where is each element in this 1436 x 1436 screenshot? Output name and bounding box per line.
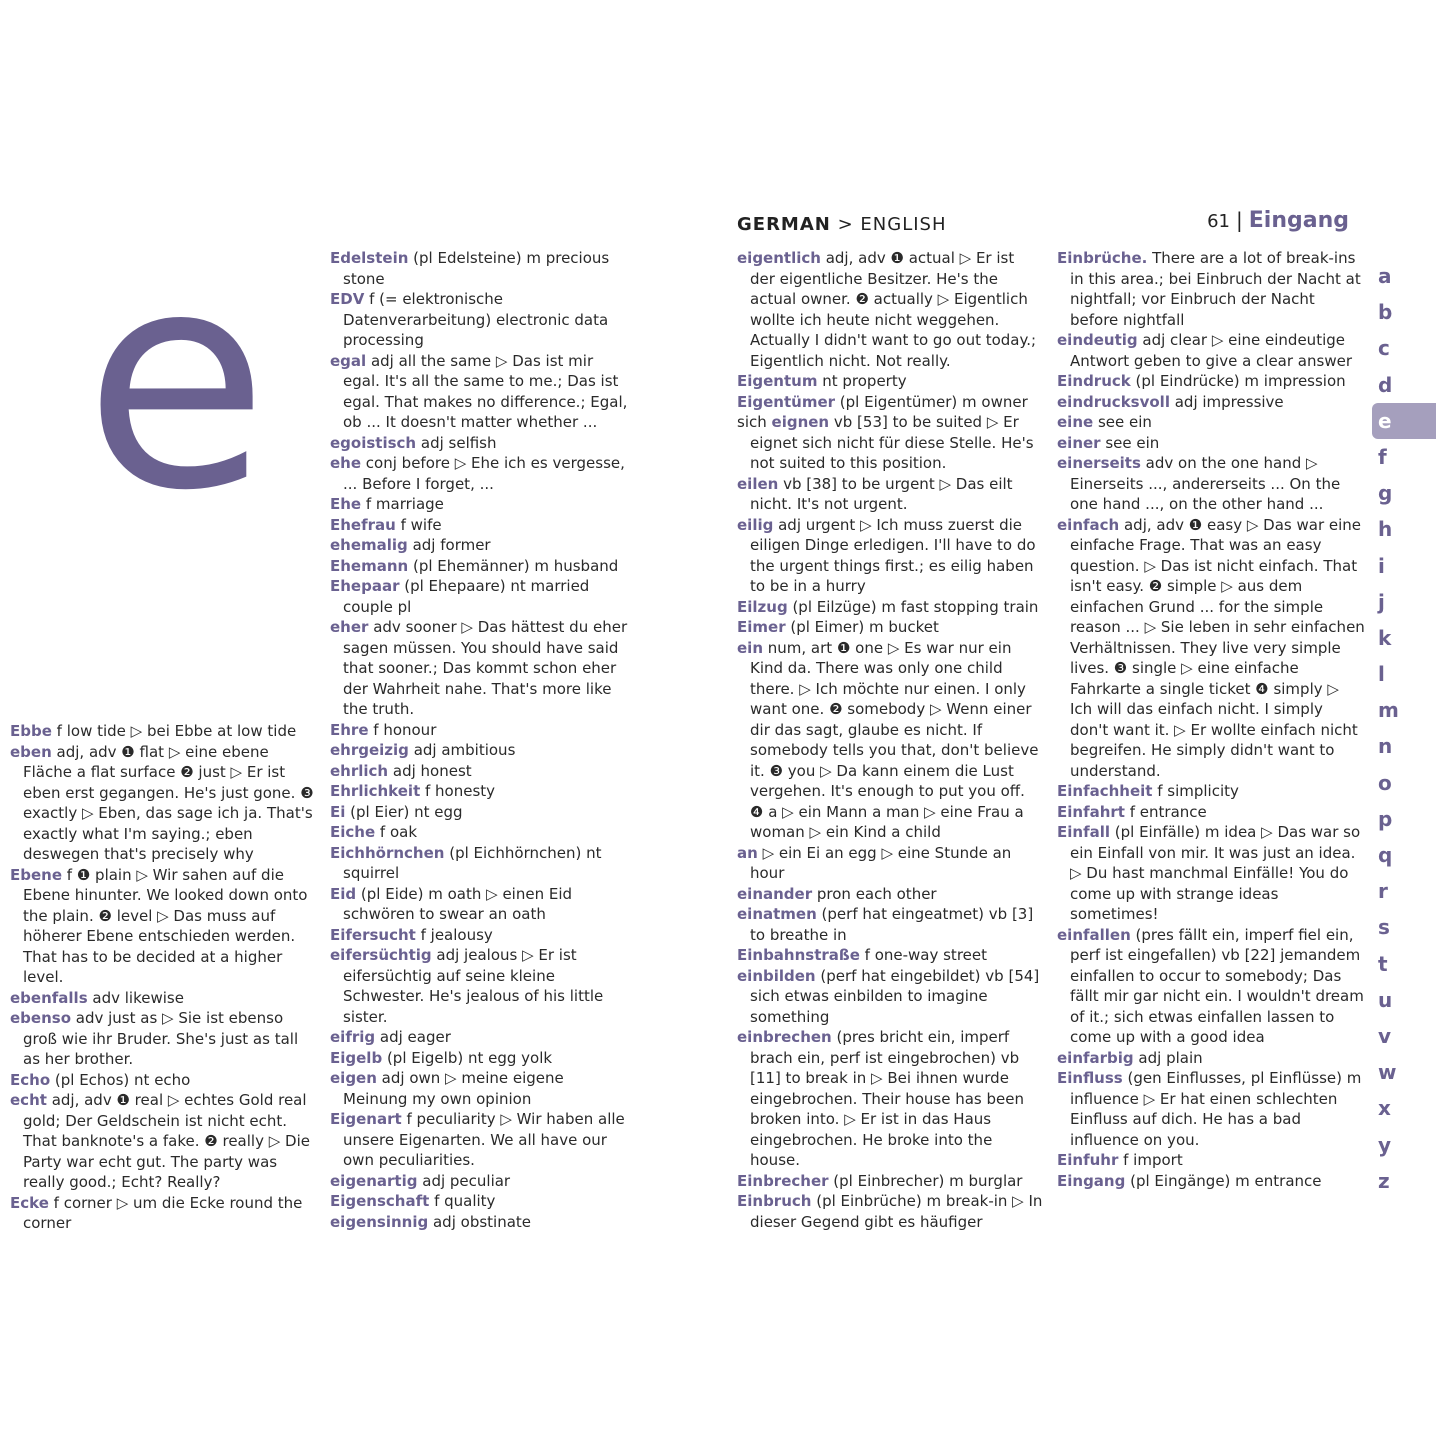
thumb-letter-k[interactable]: k: [1378, 625, 1392, 650]
thumb-letter-l[interactable]: l: [1378, 662, 1385, 687]
dictionary-entry: Eigentümer (pl Eigentümer) m owner: [737, 392, 1028, 411]
thumb-letter-c[interactable]: c: [1378, 336, 1390, 361]
header-arrow: >: [837, 214, 854, 235]
dictionary-entry: Einbahnstraße f one-way street: [737, 946, 987, 964]
guide-word: Eingang: [1248, 208, 1349, 233]
dictionary-entry: Eigelb (pl Eigelb) nt egg yolk: [330, 1048, 553, 1067]
dictionary-entry: Eid (pl Eide) m oath ▷ einen Eid schwören to swear an oath: [330, 884, 573, 923]
dictionary-entry: Einfall (pl Einfälle) m idea ▷ Das war so ein Einfall von mir. It was just an idea. ▷ Du hast manchmal Einfälle! You do come up with strange ideas sometimes!: [1057, 823, 1361, 923]
dictionary-entry: egal adj all the same ▷ Das ist mir egal. It's all the same to me.; Das ist egal. That makes no difference.; Egal, ob ... It doesn't matter whether ...: [330, 351, 628, 431]
dictionary-entry: einfarbig adj plain: [1057, 1048, 1203, 1067]
dictionary-entry: Ecke f corner ▷ um die Ecke round the corner: [10, 1193, 303, 1232]
dictionary-entry: eigentlich adj, adv ❶ actual ▷ Er ist der eigentliche Besitzer. He's the actual owner. ❷ actually ▷ Eigentlich wollte ich heute nicht weggehen. Actually I didn't want to go out today.; Eigentlich nicht. Not really.: [737, 249, 1037, 370]
dictionary-entry: eben adj, adv ❶ flat ▷ eine ebene Fläche a flat surface ❷ just ▷ Er ist eben erst gegangen. He's just gone. ❸ exactly ▷ Eben, das sage ich ja. That's exactly what I'm saying.; eben deswegen that's precisely why: [10, 742, 314, 863]
dictionary-entry: Eimer (pl Eimer) m bucket: [737, 618, 939, 636]
dictionary-entry: Ei (pl Eier) nt egg: [330, 802, 463, 821]
dictionary-entry: einer see ein: [1057, 433, 1160, 452]
dictionary-entry: ebenso adv just as ▷ Sie ist ebenso groß wie ihr Bruder. She's just as tall as her brother.: [10, 1009, 299, 1068]
thumb-letter-v[interactable]: v: [1378, 1023, 1392, 1048]
dictionary-entry: einerseits adv on the one hand ▷ Einerseits ..., andererseits ... On the one hand ..., on the other hand ...: [1057, 454, 1341, 513]
header-source-language: GERMAN: [737, 214, 831, 235]
dictionary-entry: Echo (pl Echos) nt echo: [10, 1070, 191, 1089]
dictionary-entry: Ebbe f low tide ▷ bei Ebbe at low tide: [10, 722, 297, 740]
dictionary-entry: Einbruch (pl Einbrüche) m break-in ▷ In dieser Gegend gibt es häufiger: [737, 1192, 1043, 1231]
section-letter: e: [84, 207, 269, 556]
thumb-letter-s[interactable]: s: [1378, 915, 1390, 940]
dictionary-entry: Einfahrt f entrance: [1057, 802, 1207, 821]
dictionary-column-3: [737, 248, 1043, 1232]
dictionary-entry: eindrucksvoll adj impressive: [1057, 392, 1284, 411]
thumb-letter-i[interactable]: i: [1378, 553, 1385, 578]
dictionary-entry: einander pron each other: [737, 884, 937, 903]
page-header: [1207, 208, 1349, 233]
alphabet-thumb-index: [1366, 258, 1436, 1199]
dictionary-entry: Ebene f ❶ plain ▷ Wir sahen auf die Ebene hinunter. We looked down onto the plain. ❷ level ▷ Das muss auf höherer Ebene entschieden werden. That has to be decided at a higher level.: [10, 865, 308, 986]
dictionary-entry: Eichhörnchen (pl Eichhörnchen) nt squirrel: [330, 843, 602, 882]
dictionary-entry: eigen adj own ▷ meine eigene Meinung my own opinion: [330, 1069, 564, 1108]
thumb-letter-d[interactable]: d: [1378, 372, 1393, 397]
thumb-letter-e[interactable]: e: [1372, 403, 1436, 439]
thumb-letter-m[interactable]: m: [1378, 698, 1399, 723]
dictionary-entry: Ehepaar (pl Ehepaare) nt married couple pl: [330, 577, 590, 616]
thumb-letter-x[interactable]: x: [1378, 1096, 1391, 1121]
thumb-letter-f[interactable]: f: [1378, 444, 1387, 469]
dictionary-entry: eine see ein: [1057, 413, 1152, 431]
dictionary-entry: Einfluss (gen Einflusses, pl Einflüsse) m influence ▷ Er hat einen schlechten Einfluss auf dich. He has a bad influence on you.: [1057, 1069, 1362, 1149]
dictionary-entry: Ehemann (pl Ehemänner) m husband: [330, 556, 619, 575]
dictionary-entry: eigensinnig adj obstinate: [330, 1212, 532, 1231]
dictionary-entry: eifrig adj eager: [330, 1028, 451, 1046]
dictionary-entry: EDV f (= elektronische Datenverarbeitung) electronic data processing: [330, 290, 609, 349]
dictionary-entry: einbilden (perf hat eingebildet) vb [54] sich etwas einbilden to imagine something: [737, 966, 1040, 1026]
dictionary-entry: einatmen (perf hat eingeatmet) vb [3] to breathe in: [737, 905, 1034, 944]
dictionary-column-4: [1057, 248, 1365, 1191]
dictionary-entry: eilen vb [38] to be urgent ▷ Das eilt nicht. It's not urgent.: [737, 474, 1013, 513]
header-separator: |: [1236, 208, 1243, 232]
dictionary-entry: Eigenart f peculiarity ▷ Wir haben alle unsere Eigenarten. We all have our own peculiarities.: [330, 1110, 625, 1169]
dictionary-entry: Ehe f marriage: [330, 495, 444, 513]
page-number: 61: [1207, 211, 1230, 232]
dictionary-entry: Einfuhr f import: [1057, 1151, 1183, 1169]
dictionary-entry: Ehefrau f wife: [330, 515, 442, 534]
thumb-letter-o[interactable]: o: [1378, 770, 1392, 795]
dictionary-entry: Eifersucht f jealousy: [330, 925, 493, 944]
thumb-letter-g[interactable]: g: [1378, 481, 1393, 506]
dictionary-entry: egoistisch adj selfish: [330, 433, 497, 452]
dictionary-entry: ehemalig adj former: [330, 536, 491, 554]
thumb-letter-t[interactable]: t: [1378, 951, 1388, 976]
thumb-letter-b[interactable]: b: [1378, 300, 1393, 325]
thumb-letter-w[interactable]: w: [1378, 1060, 1397, 1085]
dictionary-entry: eindeutig adj clear ▷ eine eindeutige Antwort geben to give a clear answer: [1057, 331, 1352, 370]
thumb-letter-y[interactable]: y: [1378, 1132, 1392, 1157]
dictionary-entry: Edelstein (pl Edelsteine) m precious stone: [330, 249, 610, 288]
dictionary-entry: Ehre f honour: [330, 720, 437, 739]
thumb-letter-h[interactable]: h: [1378, 517, 1393, 542]
thumb-letter-z[interactable]: z: [1378, 1168, 1390, 1193]
dictionary-entry: eifersüchtig adj jealous ▷ Er ist eifersüchtig auf seine kleine Schwester. He's jealous of his little sister.: [330, 946, 604, 1026]
dictionary-entry: Eingang (pl Eingänge) m entrance: [1057, 1171, 1322, 1190]
dictionary-entry: ehrlich adj honest: [330, 761, 472, 780]
dictionary-entry: ebenfalls adv likewise: [10, 988, 184, 1007]
dictionary-entry: Eigentum nt property: [737, 372, 907, 390]
dictionary-entry: ehrgeizig adj ambitious: [330, 741, 516, 759]
dictionary-entry: echt adj, adv ❶ real ▷ echtes Gold real gold; Der Geldschein ist nicht echt. That banknote's a fake. ❷ really ▷ Die Party war echt gut. The party was really good.; Echt? Really?: [10, 1091, 310, 1191]
thumb-letter-n[interactable]: n: [1378, 734, 1393, 759]
dictionary-column-1: [10, 721, 316, 1234]
dictionary-entry: einfach adj, adv ❶ easy ▷ Das war eine einfache Frage. That was an easy question. ▷ Das ist nicht einfach. That isn't easy. ❷ simple ▷ aus dem einfachen Grund ... for the simple reason ... ▷ Sie leben in sehr einfachen Verhältnissen. They live very simple lives. ❸ single ▷ eine einfache Fahrkarte a single ticket ❹ simply ▷ Ich will das einfach nicht. I simply don't want it. ▷ Er wollte einfach nicht begreifen. He simply didn't want to understand.: [1057, 515, 1365, 780]
dictionary-entry: Eiche f oak: [330, 823, 418, 841]
dictionary-entry: sich eignen vb [53] to be suited ▷ Er eignet sich nicht für diese Stelle. He's not suited to this position.: [737, 413, 1034, 472]
dictionary-entry: Eilzug (pl Eilzüge) m fast stopping train: [737, 597, 1039, 616]
thumb-letter-p[interactable]: p: [1378, 806, 1393, 831]
dictionary-entry: ein num, art ❶ one ▷ Es war nur ein Kind da. There was only one child there. ▷ Ich möchte nur einen. I only want one. ❷ somebody ▷ Wenn einer dir das sagt, glaube es nicht. If somebody tells you that, don't believe it. ❸ you ▷ Da kann einem die Lust vergehen. It's enough to put you off. ❹ a ▷ ein Mann a man ▷ eine Frau a woman ▷ ein Kind a child: [737, 638, 1039, 841]
thumb-letter-u[interactable]: u: [1378, 987, 1393, 1012]
thumb-letter-r[interactable]: r: [1378, 879, 1388, 904]
dictionary-entry: Einfachheit f simplicity: [1057, 782, 1239, 800]
dictionary-entry: Ehrlichkeit f honesty: [330, 782, 496, 800]
dictionary-column-2: [330, 248, 630, 1232]
dictionary-entry: eilig adj urgent ▷ Ich muss zuerst die eiligen Dinge erledigen. I'll have to do the urgent things first.; es eilig haben to be in a hurry: [737, 515, 1036, 595]
thumb-letter-a[interactable]: a: [1378, 264, 1392, 288]
dictionary-entry: einbrechen (pres bricht ein, imperf brach ein, perf ist eingebrochen) vb [11] to break in ▷ Bei ihnen wurde eingebrochen. Their house has been broken into. ▷ Er ist in das Haus eingebrochen. He broke into the house.: [737, 1028, 1024, 1169]
dictionary-entry: Eigenschaft f quality: [330, 1192, 496, 1210]
dictionary-entry: einfallen (pres fällt ein, imperf fiel ein, perf ist eingefallen) vb [22] jemandem einfallen to occur to somebody; Das fällt mir gar nicht ein. I wouldn't dream of it.; sich etwas einfallen lassen to come up with a good idea: [1057, 925, 1364, 1046]
dictionary-entry: an ▷ ein Ei an egg ▷ eine Stunde an hour: [737, 843, 1012, 882]
dictionary-entry: Einbrecher (pl Einbrecher) m burglar: [737, 1171, 1023, 1190]
dictionary-entry: Eindruck (pl Eindrücke) m impression: [1057, 372, 1346, 390]
thumb-letter-j[interactable]: j: [1378, 589, 1385, 614]
dictionary-entry: eher adv sooner ▷ Das hättest du eher sagen müssen. You should have said that sooner.; Das kommt schon eher der Wahrheit nahe. That's more like the truth.: [330, 618, 628, 718]
header-target-language: ENGLISH: [860, 214, 947, 235]
dictionary-entry: ehe conj before ▷ Ehe ich es vergesse, ... Before I forget, ...: [330, 454, 625, 493]
thumb-letter-q[interactable]: q: [1378, 843, 1393, 867]
language-direction: [737, 214, 947, 235]
dictionary-entry: eigenartig adj peculiar: [330, 1171, 511, 1190]
dictionary-entry: Einbrüche. There are a lot of break-ins in this area.; bei Einbruch der Nacht at nightfall; vor Einbruch der Nacht before nightfall: [1057, 249, 1361, 329]
